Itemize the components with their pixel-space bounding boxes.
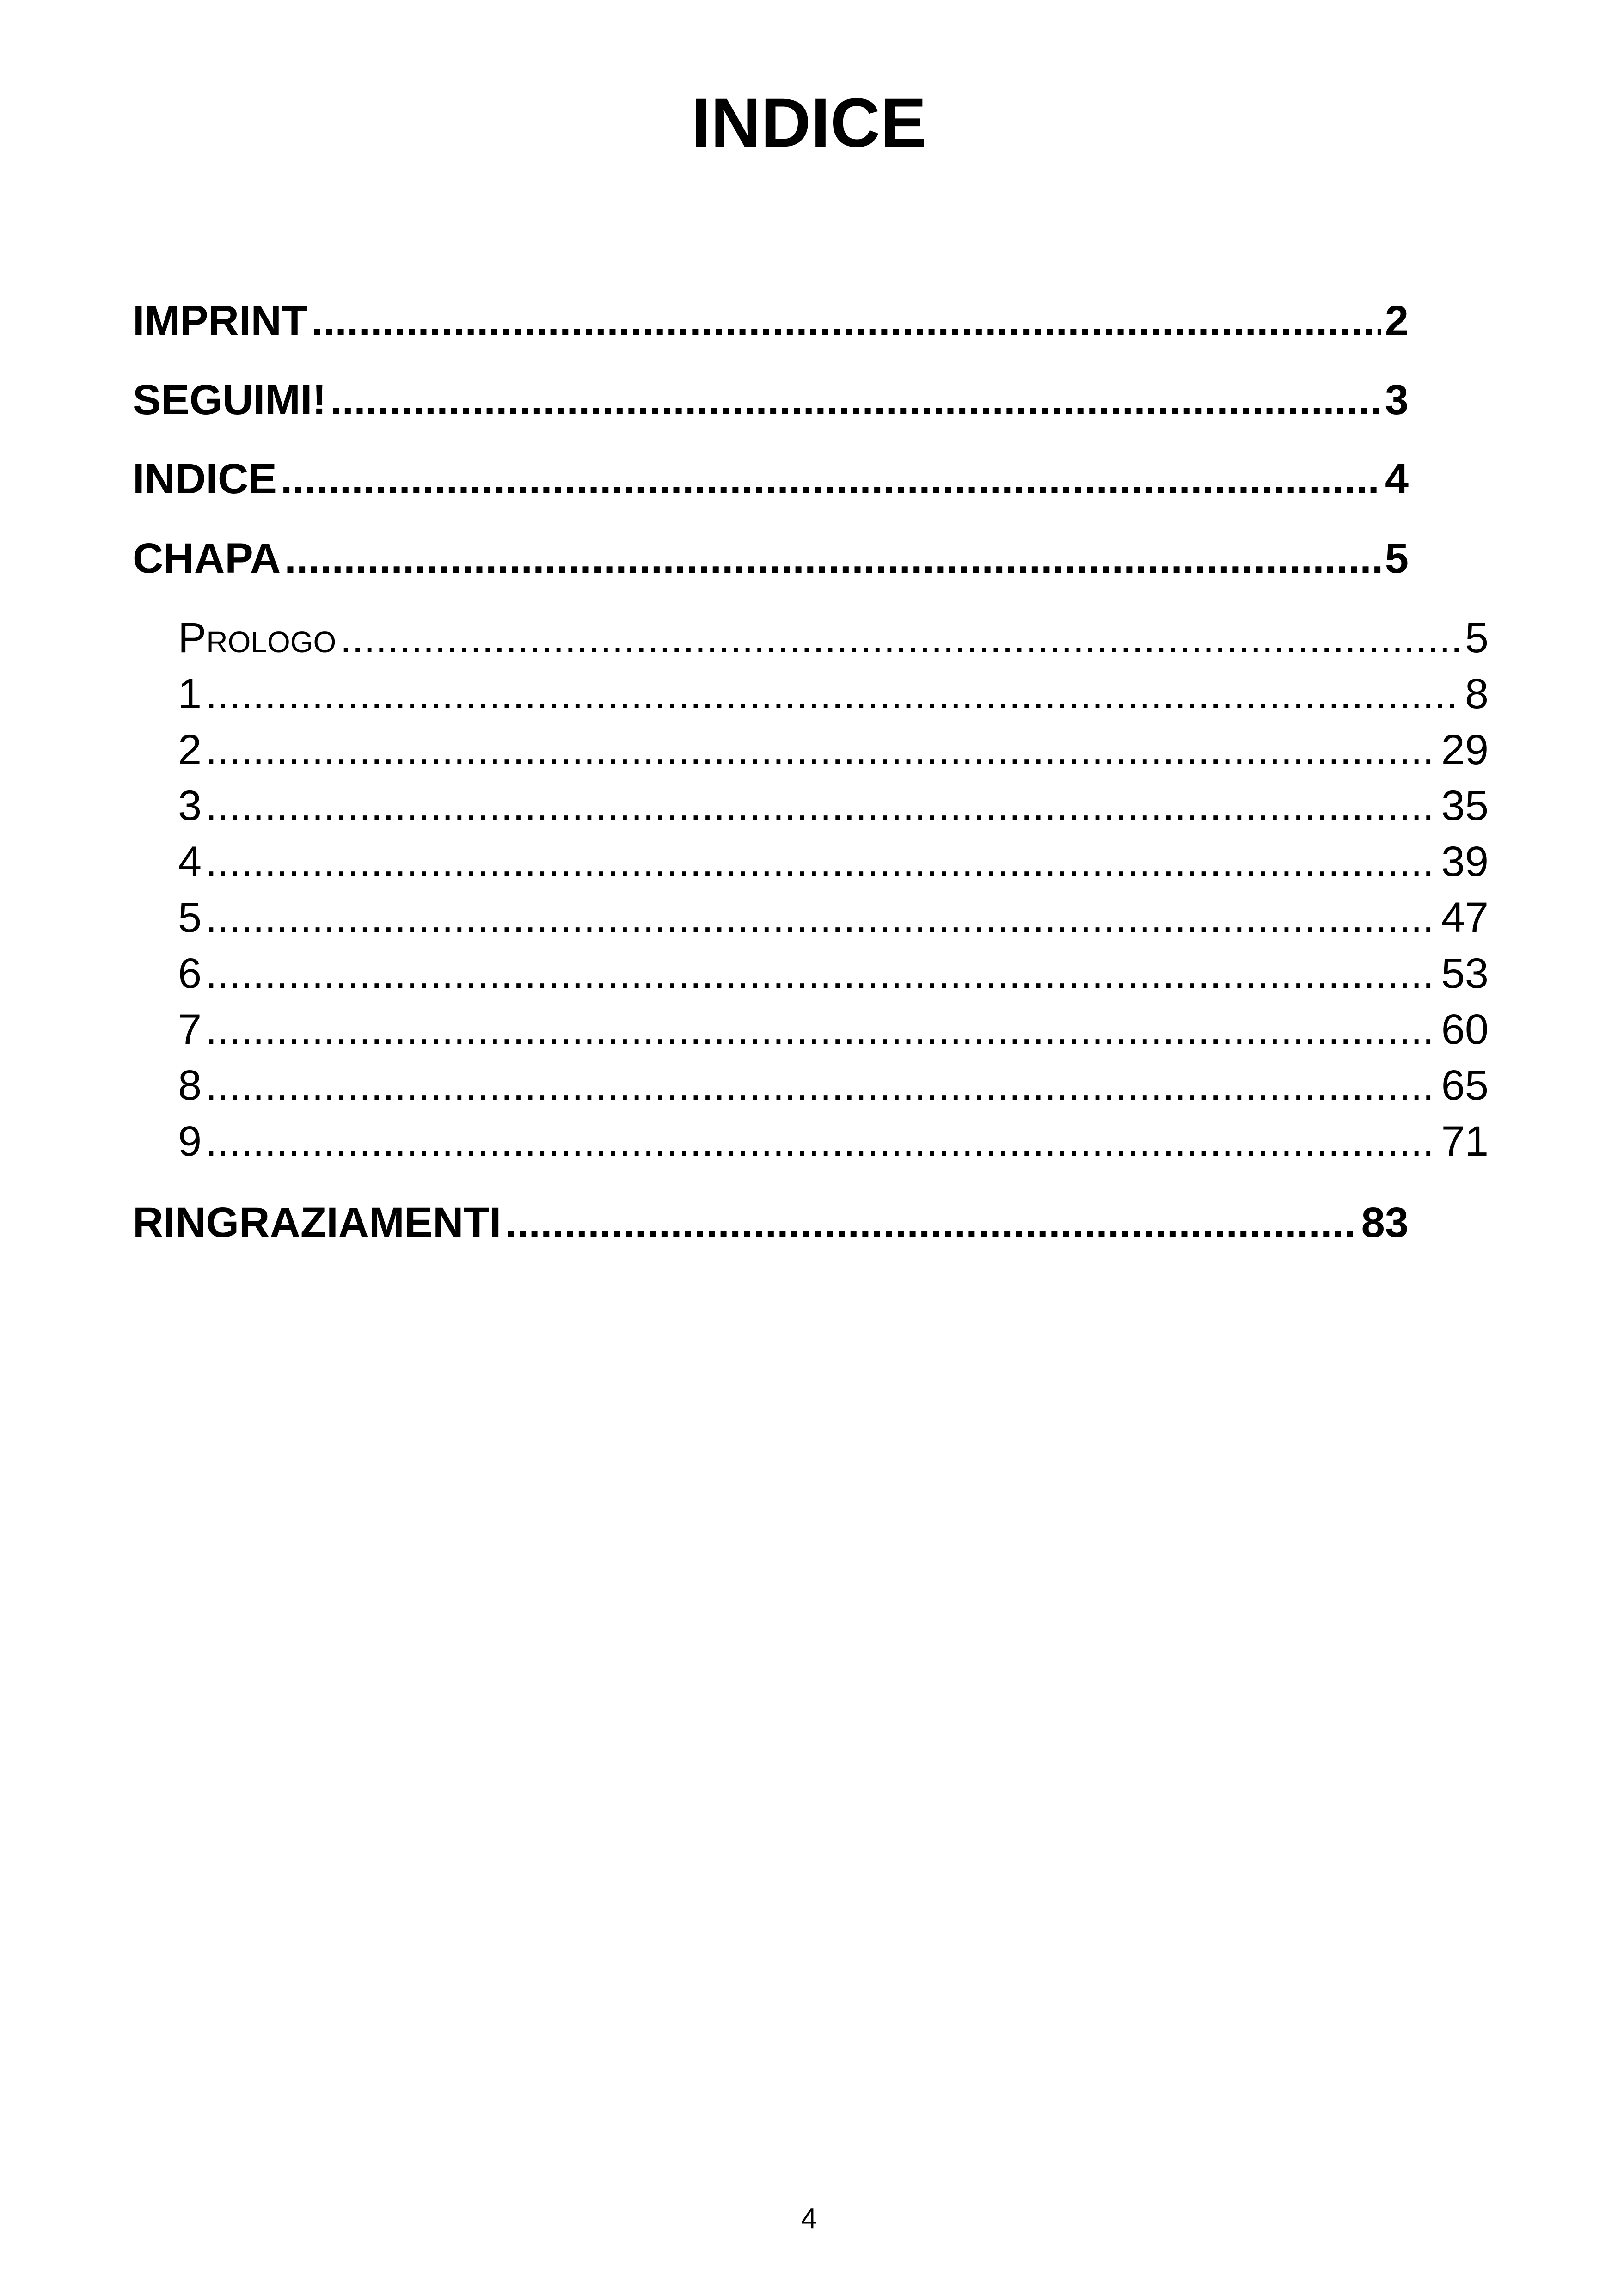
dot-leader — [505, 1195, 1357, 1250]
toc-entry-chapa[interactable] — [133, 531, 1409, 586]
toc-entry-page: 2 — [1385, 297, 1409, 344]
toc-entry-label: RINGRAZIAMENTI — [133, 1199, 502, 1246]
dot-leader — [205, 778, 1437, 833]
dot-leader — [205, 890, 1437, 945]
toc-entry-label: INDICE — [133, 455, 277, 502]
dot-leader — [205, 1058, 1437, 1113]
page-number: 4 — [801, 2203, 817, 2235]
dot-leader — [340, 610, 1461, 666]
toc-entry-label-text: Prologo — [178, 614, 337, 661]
toc-entry-page: 5 — [1385, 535, 1409, 582]
toc-entry-label: SEGUIMI! — [133, 376, 327, 423]
toc-entry-imprint[interactable] — [133, 293, 1409, 349]
page-title: INDICE — [691, 84, 927, 161]
toc-entry-page: 39 — [1441, 838, 1489, 885]
toc-entry-seguimi[interactable] — [133, 372, 1409, 428]
toc-entry-page: 3 — [1385, 376, 1409, 423]
toc-entry-label: 3 — [178, 782, 202, 829]
dot-leader — [330, 372, 1381, 428]
toc-entry-page: 65 — [1441, 1062, 1489, 1109]
toc-entry-chapter-4[interactable] — [178, 834, 1489, 889]
dot-leader — [205, 1002, 1437, 1057]
toc-entry-chapter-9[interactable] — [178, 1114, 1489, 1169]
toc-entry-page: 47 — [1441, 894, 1489, 941]
toc-entry-label: 5 — [178, 894, 202, 941]
toc-entry-chapter-6[interactable] — [178, 946, 1489, 1001]
toc-entry-ringraziamenti[interactable] — [133, 1195, 1409, 1250]
toc-entry-label: 2 — [178, 726, 202, 773]
toc-entry-label: 1 — [178, 670, 202, 717]
dot-leader — [284, 531, 1381, 586]
toc-entry-page: 53 — [1441, 950, 1489, 997]
dot-leader — [205, 722, 1437, 778]
toc-entry-page: 71 — [1441, 1118, 1489, 1165]
toc-entry-chapter-8[interactable] — [178, 1058, 1489, 1113]
toc-entry-page: 29 — [1441, 726, 1489, 773]
toc-entry-chapter-2[interactable] — [178, 722, 1489, 778]
toc-entry-label: 7 — [178, 1006, 202, 1053]
toc-entry-label: CHAPA — [133, 535, 281, 582]
toc-entry-page: 5 — [1465, 614, 1489, 661]
toc-entry-chapter-1[interactable] — [178, 666, 1489, 722]
toc-entry-label: 6 — [178, 950, 202, 997]
toc-entry-label: 8 — [178, 1062, 202, 1109]
toc-entry-label: IMPRINT — [133, 297, 308, 344]
toc-entry-page: 4 — [1385, 455, 1409, 502]
toc-entry-chapter-5[interactable] — [178, 890, 1489, 945]
toc-entry-page: 60 — [1441, 1006, 1489, 1053]
toc-entry-chapter-3[interactable] — [178, 778, 1489, 833]
toc-entry-page: 83 — [1361, 1199, 1409, 1246]
toc-entry-prologo[interactable] — [178, 610, 1489, 666]
toc-entry-chapter-7[interactable] — [178, 1002, 1489, 1057]
dot-leader — [311, 293, 1381, 349]
toc-entry-page: 8 — [1465, 670, 1489, 717]
dot-leader — [205, 946, 1437, 1001]
dot-leader — [205, 666, 1461, 722]
dot-leader — [205, 1114, 1437, 1169]
toc-entry-label: 4 — [178, 838, 202, 885]
toc-entry-label: 9 — [178, 1118, 202, 1165]
toc-entry-page: 35 — [1441, 782, 1489, 829]
toc-entry-indice[interactable] — [133, 451, 1409, 507]
dot-leader — [281, 451, 1381, 507]
toc-entry-label — [178, 610, 336, 666]
dot-leader — [205, 834, 1437, 889]
